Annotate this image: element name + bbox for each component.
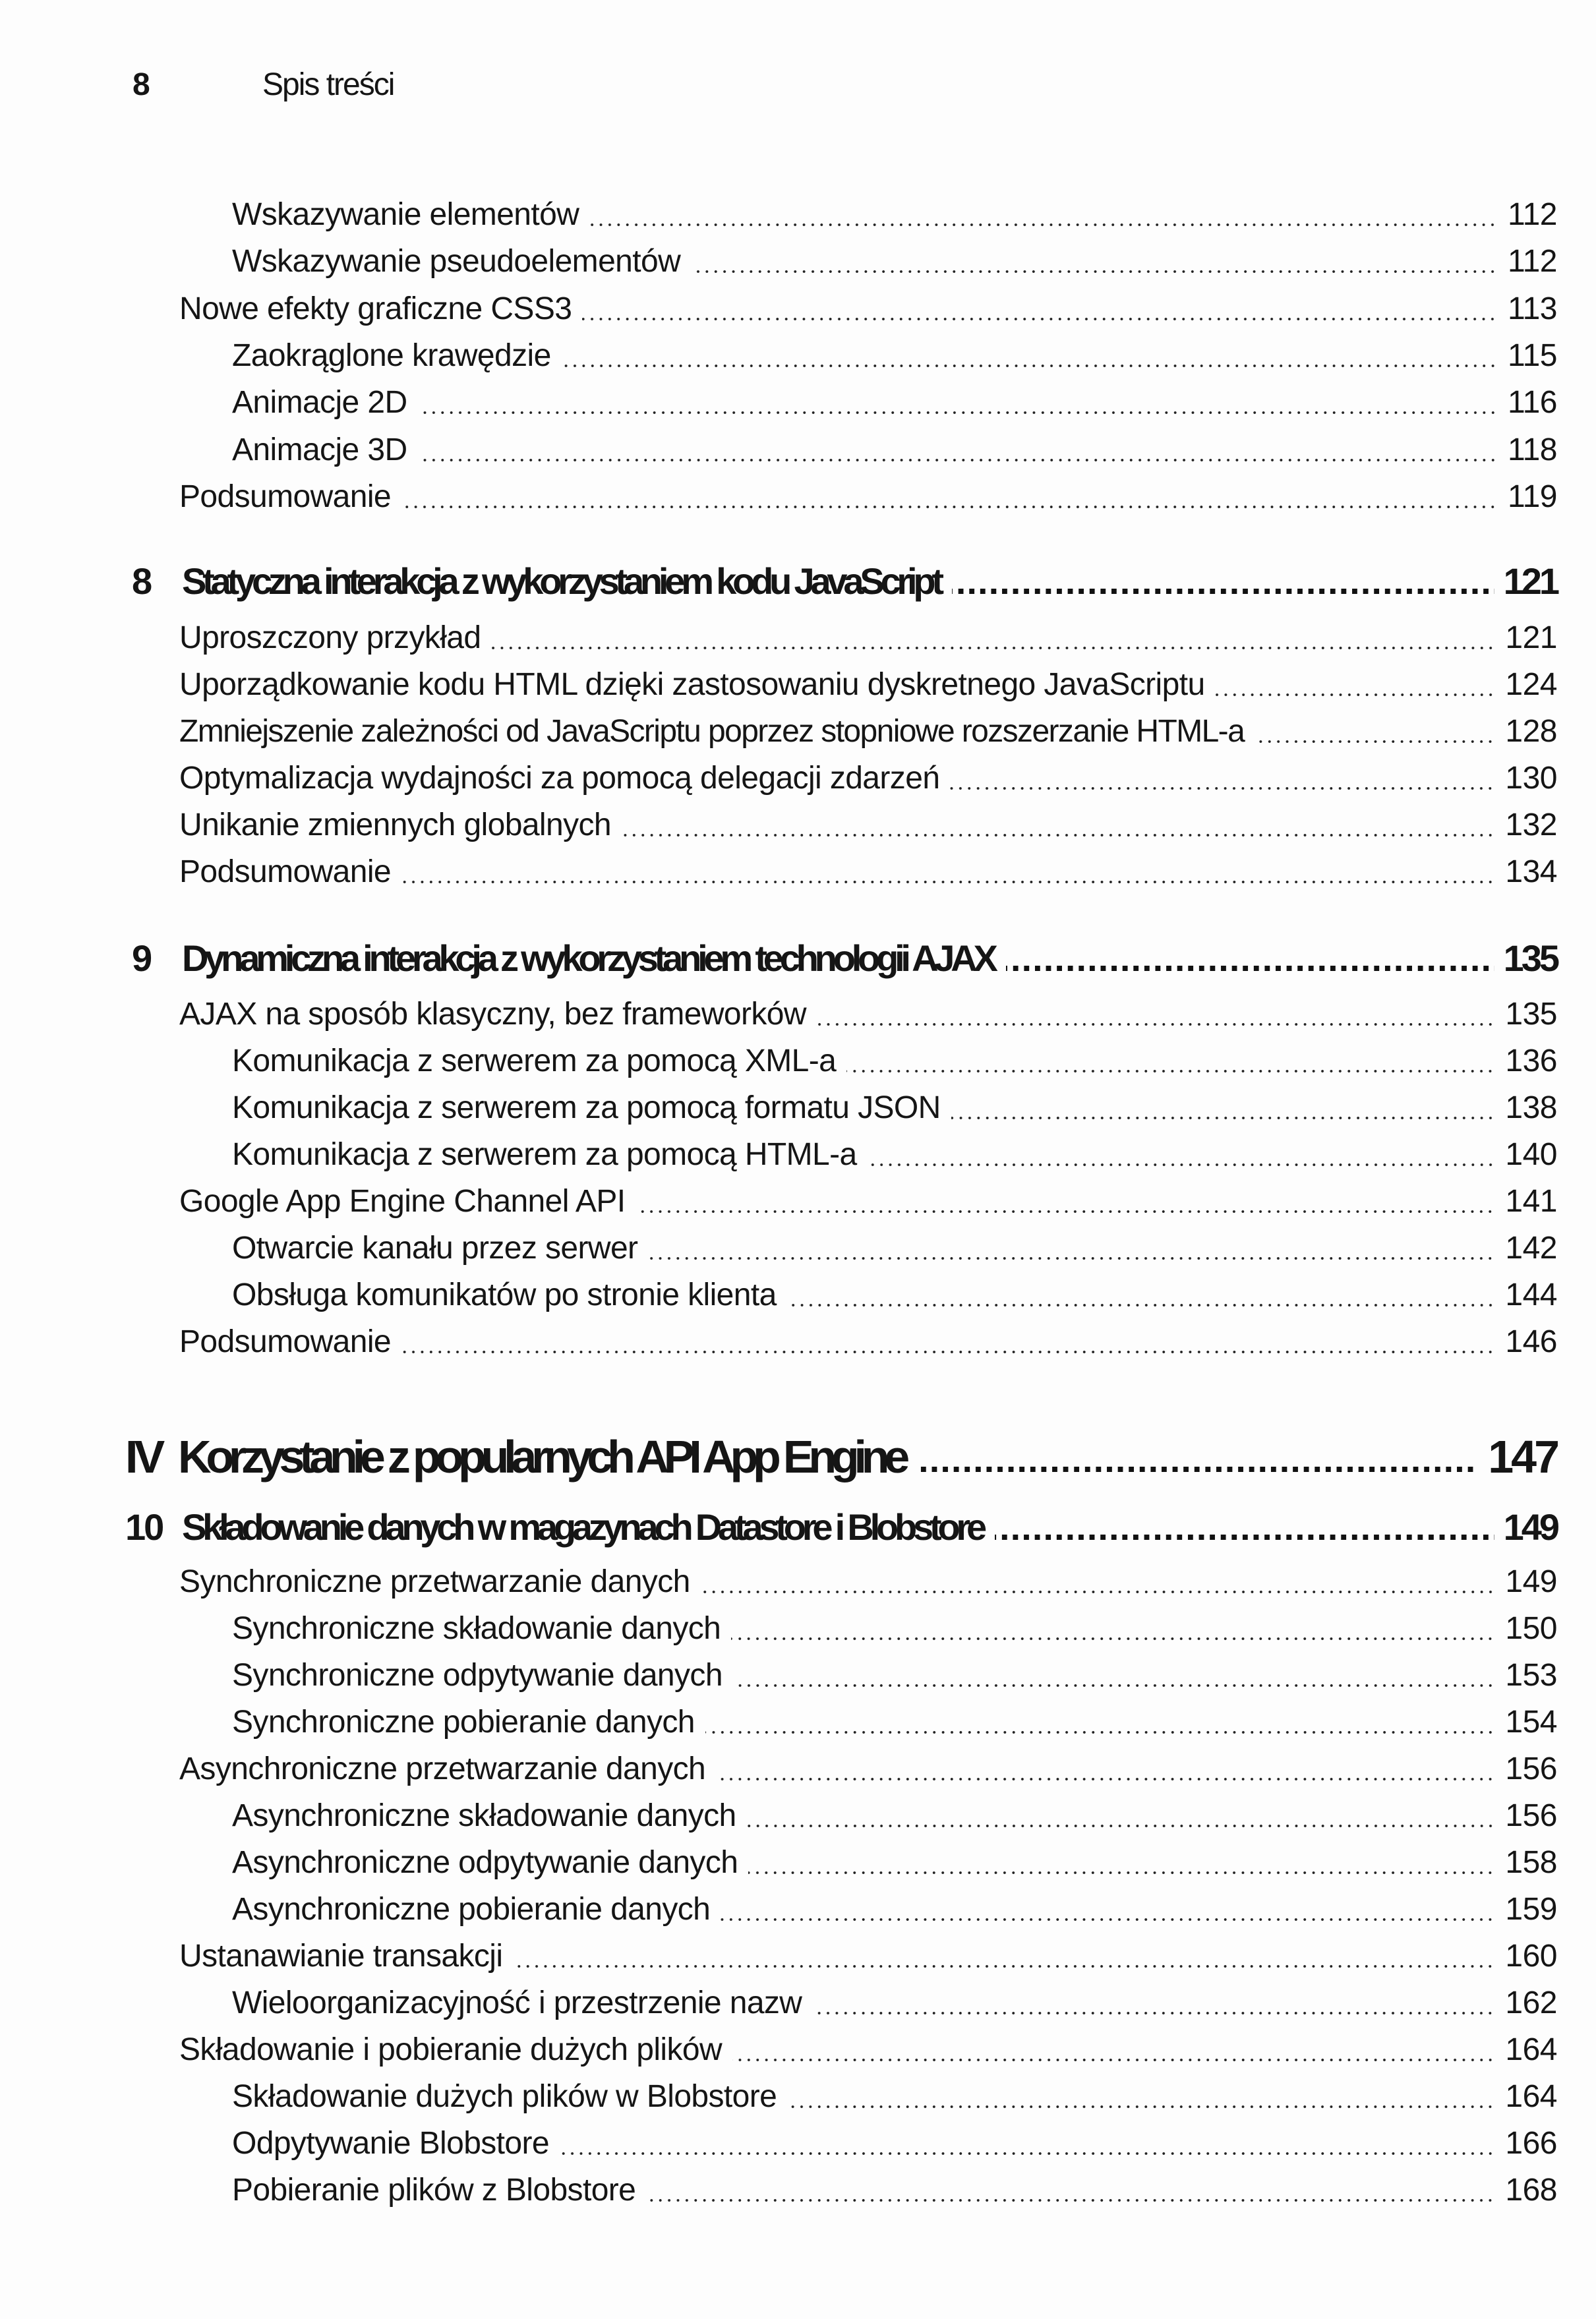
dot-leader (646, 2199, 1494, 2202)
toc-entry[interactable] (232, 1987, 1557, 2019)
toc-entry-page: 130 (1505, 761, 1557, 796)
chapter-number: 10 (125, 1506, 163, 1548)
dot-leader (817, 1023, 1494, 1026)
toc-entry-page: 146 (1505, 1324, 1557, 1359)
toc-entry-title: Unikanie zmiennych globalnych (179, 807, 611, 842)
toc-entry-page: 168 (1505, 2173, 1557, 2208)
toc-entry[interactable] (232, 1613, 1557, 1645)
toc-entry-title: Ustanawianie transakcji (179, 1939, 503, 1974)
toc-entry-title: Odpytywanie Blobstore (232, 2126, 549, 2161)
toc-entry[interactable] (232, 387, 1557, 419)
toc-entry-title: Obsługa komunikatów po stronie klienta (232, 1277, 777, 1312)
toc-entry-page: 118 (1507, 432, 1557, 467)
dot-leader (401, 881, 1494, 883)
toc-entry[interactable] (232, 1894, 1557, 1925)
dot-leader (1255, 740, 1494, 743)
toc-entry[interactable] (232, 1045, 1557, 1077)
toc-entry[interactable] (232, 1233, 1557, 1264)
dot-leader (812, 2012, 1494, 2014)
dot-leader (733, 1684, 1494, 1687)
toc-entry-title: Wskazywanie pseudoelementów (232, 244, 681, 279)
dot-leader (868, 1163, 1495, 1166)
toc-entry-page: 134 (1505, 854, 1557, 889)
toc-entry[interactable] (179, 622, 1557, 654)
running-header-title: Spis treści (262, 67, 394, 102)
toc-entry-title: Synchroniczne pobieranie danych (232, 1705, 695, 1740)
toc-chapter-heading[interactable] (125, 1506, 1557, 1548)
toc-entry-title: Komunikacja z serwerem za pomocą formatu JSON (232, 1090, 941, 1125)
dot-leader (418, 459, 1497, 461)
toc-entry[interactable] (232, 199, 1557, 231)
toc-entry-title: Podsumowanie (179, 479, 391, 514)
part-page: 147 (1488, 1431, 1557, 1482)
toc-entry[interactable] (179, 2034, 1557, 2066)
toc-entry-page: 156 (1505, 1798, 1557, 1833)
toc-entry-title: Uproszczony przykład (179, 620, 481, 655)
toc-entry-page: 160 (1505, 1939, 1557, 1974)
toc-entry-title: Podsumowanie (179, 1324, 391, 1359)
dot-leader (747, 1825, 1495, 1827)
toc-entry[interactable] (232, 1092, 1557, 1124)
dot-leader (716, 1778, 1494, 1780)
toc-entry-page: 119 (1507, 479, 1557, 514)
toc-entry[interactable] (232, 1847, 1557, 1879)
chapter-page: 135 (1503, 937, 1557, 979)
dot-leader (846, 1070, 1494, 1072)
toc-entry[interactable] (232, 1800, 1557, 1832)
toc-entry-title: Asynchroniczne składowanie danych (232, 1798, 736, 1833)
toc-part-heading[interactable] (125, 1431, 1557, 1482)
dot-leader (635, 1210, 1494, 1213)
toc-entry-title: Otwarcie kanału przez serwer (232, 1231, 638, 1266)
toc-entry-title: Animacje 3D (232, 432, 407, 467)
toc-entry-page: 150 (1505, 1611, 1557, 1646)
toc-entry-title: Asynchroniczne przetwarzanie danych (179, 1751, 706, 1786)
toc-entry[interactable] (179, 809, 1557, 841)
toc-chapter-heading[interactable] (132, 937, 1557, 979)
toc-entry-title: Zmniejszenie zależności od JavaScriptu poprzez stopniowe rozszerzanie HTML-a (179, 714, 1245, 749)
toc-entry-page: 135 (1505, 997, 1557, 1032)
dot-leader (562, 365, 1497, 367)
toc-entry-title: Synchroniczne przetwarzanie danych (179, 1564, 690, 1599)
bold-dot-leader (952, 589, 1494, 594)
toc-entry-page: 138 (1505, 1090, 1557, 1125)
toc-entry-page: 116 (1507, 385, 1557, 420)
toc-entry[interactable] (179, 999, 1557, 1030)
toc-entry[interactable] (179, 1941, 1557, 1972)
toc-entry-title: Wieloorganizacyjność i przestrzenie nazw (232, 1985, 802, 2020)
toc-entry-page: 141 (1505, 1184, 1557, 1219)
dot-leader (691, 270, 1497, 273)
toc-entry-page: 158 (1505, 1845, 1557, 1880)
toc-entry-page: 140 (1505, 1137, 1557, 1172)
dot-leader (589, 223, 1497, 226)
dot-leader (705, 1731, 1495, 1734)
toc-entry[interactable] (232, 2175, 1557, 2206)
toc-entry-title: Asynchroniczne pobieranie danych (232, 1892, 711, 1927)
toc-entry-page: 136 (1505, 1043, 1557, 1078)
toc-entry-page: 164 (1505, 2079, 1557, 2114)
toc-entry[interactable] (179, 856, 1557, 888)
toc-entry-page: 112 (1507, 197, 1557, 232)
toc-entry-page: 132 (1505, 807, 1557, 842)
toc-entry-title: Optymalizacja wydajności za pomocą delegacji zdarzeń (179, 761, 940, 796)
dot-leader (787, 2105, 1494, 2108)
toc-entry-title: Animacje 2D (232, 385, 407, 420)
toc-entry-title: Pobieranie plików z Blobstore (232, 2173, 636, 2208)
dot-leader (560, 2152, 1494, 2155)
toc-entry[interactable] (179, 669, 1557, 701)
chapter-title: Statyczna interakcja z wykorzystaniem kodu JavaScript (182, 560, 940, 602)
toc-entry-page: 128 (1505, 714, 1557, 749)
toc-entry-title: Komunikacja z serwerem za pomocą HTML-a (232, 1137, 857, 1172)
toc-entry-page: 124 (1505, 667, 1557, 702)
toc-entry-title: Synchroniczne odpytywanie danych (232, 1658, 723, 1693)
toc-entry-title: Podsumowanie (179, 854, 391, 889)
toc-entry-page: 153 (1505, 1658, 1557, 1693)
toc-entry[interactable] (232, 246, 1557, 278)
dot-leader (787, 1304, 1495, 1306)
toc-entry-page: 149 (1505, 1564, 1557, 1599)
page-number: 8 (133, 67, 148, 102)
toc-entry[interactable] (232, 434, 1557, 466)
toc-entry-page: 166 (1505, 2126, 1557, 2161)
dot-leader (401, 506, 1497, 508)
bold-dot-leader (916, 1467, 1479, 1472)
toc-entry-title: Zaokrąglone krawędzie (232, 338, 551, 373)
toc-entry[interactable] (179, 1753, 1557, 1785)
toc-entry[interactable] (179, 763, 1557, 794)
toc-entry-page: 164 (1505, 2032, 1557, 2067)
toc-entry[interactable] (232, 340, 1557, 372)
toc-entry[interactable] (179, 293, 1557, 325)
chapter-title: Dynamiczna interakcja z wykorzystaniem technologii AJAX (182, 937, 994, 979)
toc-entry-title: Synchroniczne składowanie danych (232, 1611, 721, 1646)
dot-leader (401, 1351, 1494, 1353)
toc-entry-title: Uporządkowanie kodu HTML dzięki zastosowaniu dyskretnego JavaScriptu (179, 667, 1205, 702)
dot-leader (951, 1117, 1495, 1119)
dot-leader (721, 1918, 1494, 1921)
toc-entry-title: Składowanie i pobieranie dużych plików (179, 2032, 723, 2067)
dot-leader (513, 1965, 1494, 1968)
toc-entry-page: 144 (1505, 1277, 1557, 1312)
dot-leader (731, 1637, 1494, 1640)
chapter-title: Składowanie danych w magazynach Datastore i Blobstore (182, 1506, 983, 1548)
toc-entry-title: Wskazywanie elementów (232, 197, 579, 232)
part-title: Korzystanie z popularnych API App Engine (178, 1431, 904, 1482)
dot-leader (748, 1871, 1494, 1874)
toc-entry-page: 156 (1505, 1751, 1557, 1786)
toc-entry-title: Google App Engine Channel API (179, 1184, 626, 1219)
dot-leader (622, 834, 1494, 837)
bold-dot-leader (995, 1535, 1494, 1540)
dot-leader (418, 411, 1497, 414)
dot-leader (492, 647, 1495, 649)
toc-entry[interactable] (232, 2081, 1557, 2113)
toc-entry[interactable] (232, 1707, 1557, 1738)
part-number: IV (125, 1431, 162, 1482)
dot-leader (701, 1591, 1495, 1593)
dot-leader (732, 2059, 1494, 2061)
chapter-page: 121 (1503, 560, 1557, 602)
chapter-page: 149 (1503, 1506, 1557, 1548)
toc-entry-page: 115 (1507, 338, 1557, 373)
toc-entry-title: Nowe efekty graficzne CSS3 (179, 291, 572, 326)
bold-dot-leader (1006, 966, 1494, 971)
toc-entry[interactable] (232, 2128, 1557, 2159)
toc-entry-title: Komunikacja z serwerem za pomocą XML-a (232, 1043, 837, 1078)
toc-entry-page: 121 (1505, 620, 1557, 655)
toc-entry-title: Asynchroniczne odpytywanie danych (232, 1845, 738, 1880)
toc-entry-page: 142 (1505, 1231, 1557, 1266)
toc-entry-page: 112 (1507, 244, 1557, 279)
chapter-number: 8 (132, 560, 151, 602)
dot-leader (950, 787, 1494, 790)
toc-entry[interactable] (179, 1326, 1557, 1358)
toc-entry-title: AJAX na sposób klasyczny, bez frameworków (179, 997, 806, 1032)
toc-entry[interactable] (232, 1660, 1557, 1691)
toc-entry-page: 162 (1505, 1985, 1557, 2020)
toc-entry-title: Składowanie dużych plików w Blobstore (232, 2079, 777, 2114)
toc-entry-page: 159 (1505, 1892, 1557, 1927)
dot-leader (648, 1257, 1494, 1260)
chapter-number: 9 (132, 937, 151, 979)
dot-leader (1216, 693, 1495, 696)
toc-entry-page: 154 (1505, 1705, 1557, 1740)
toc-entry[interactable] (179, 481, 1557, 513)
toc-entry[interactable] (179, 1566, 1557, 1598)
toc-entry[interactable] (232, 1279, 1557, 1311)
dot-leader (582, 318, 1497, 320)
toc-chapter-heading[interactable] (132, 560, 1557, 602)
toc-entry[interactable] (232, 1139, 1557, 1171)
toc-entry-page: 113 (1507, 291, 1557, 326)
toc-entry[interactable] (179, 1186, 1557, 1218)
toc-entry[interactable] (179, 716, 1557, 748)
